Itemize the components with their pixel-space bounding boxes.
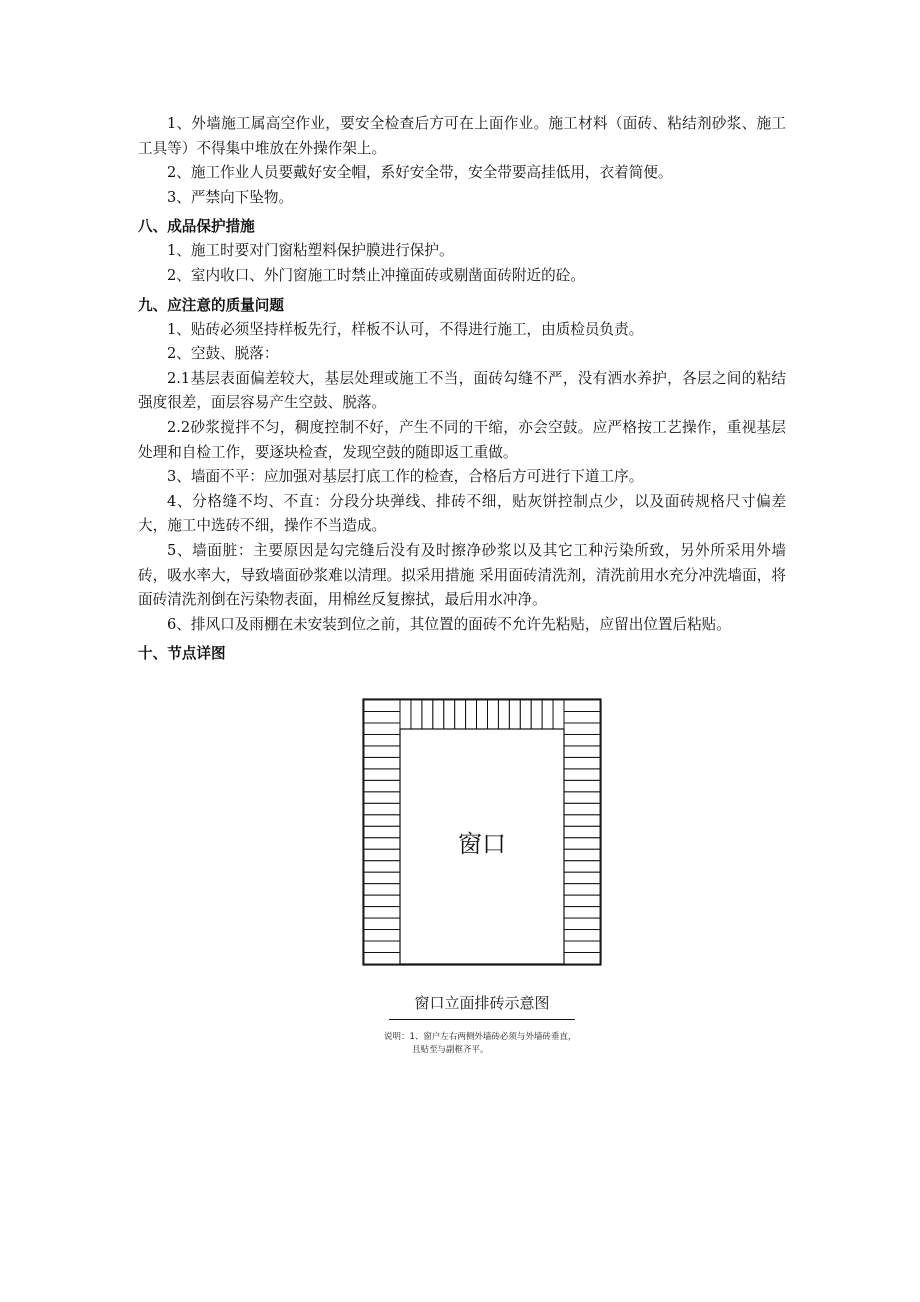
- right-tile: [564, 723, 600, 734]
- top-tile: [542, 700, 553, 729]
- left-tile: [364, 884, 400, 895]
- left-tile: [364, 757, 400, 768]
- section-10-heading: 十、节点详图: [138, 645, 226, 663]
- quality-item-2-2: 2.2砂浆搅拌不匀，稠度控制不好，产生不同的干缩，亦会空鼓。应严格按工艺操作，重视基层处理和自检工作，要逐块检查，发现空鼓的随即返工重做。: [138, 418, 786, 461]
- safety-item-3: 3、严禁向下坠物。: [167, 188, 294, 206]
- left-tile: [364, 849, 400, 860]
- right-tile: [564, 803, 600, 814]
- document-body: [138, 112, 786, 666]
- left-tile: [364, 953, 400, 964]
- left-tile: [364, 930, 400, 941]
- right-tile: [564, 792, 600, 803]
- left-tile: [364, 792, 400, 803]
- top-tile: [487, 700, 498, 729]
- left-tile: [364, 723, 400, 734]
- figure-note-line-1: 说明：1、窗户左右两侧外墙砖必须与外墙砖垂直，: [384, 1032, 577, 1042]
- safety-item-2: 2、施工作业人员要戴好安全帽，系好安全带，安全带要高挂低用，衣着简便。: [167, 164, 673, 182]
- figure-note-line-2: 且贴至与副框齐平。: [412, 1045, 489, 1055]
- protection-item-1: 1、施工时要对门窗粘塑料保护膜进行保护。: [167, 242, 454, 260]
- left-tile: [364, 734, 400, 745]
- left-tile: [364, 872, 400, 883]
- caption-underline: [389, 1019, 575, 1020]
- quality-item-2-1: 2.1基层表面偏差较大，基层处理或施工不当，面砖勾缝不严，没有洒水养护，各层之间的粘结强度很差，面层容易产生空鼓、脱落。: [138, 369, 786, 412]
- right-tile: [564, 907, 600, 918]
- top-tile: [477, 700, 488, 729]
- top-tile: [509, 700, 520, 729]
- protection-item-2: 2、室内收口、外门窗施工时禁止冲撞面砖或剔凿面砖附近的砼。: [167, 266, 585, 284]
- right-tile: [564, 780, 600, 791]
- right-tile: [564, 941, 600, 952]
- right-tile: [564, 734, 600, 745]
- right-tile: [564, 884, 600, 895]
- right-tile: [564, 757, 600, 768]
- section-9-heading: 九、应注意的质量问题: [138, 296, 284, 314]
- top-tile: [422, 700, 433, 729]
- right-tile: [564, 711, 600, 722]
- figure-note: [384, 1031, 614, 1057]
- quality-item-5: 5、墙面脏：主要原因是勾完缝后没有及时擦净砂浆以及其它工种污染所致，另外所采用外墙砖，吸水率大，导致墙面砂浆难以清理。拟采用措施 采用面砖清洗剂，清洗前用水充分冲洗墙面，将面砖清洗剂倒在污染物表面，用棉丝反复擦拭，最后用水冲净。: [138, 541, 786, 609]
- left-tile: [364, 700, 400, 711]
- window-tile-drawing: [362, 698, 602, 966]
- quality-item-1: 1、贴砖必须坚持样板先行，样板不认可，不得进行施工，由质检员负责。: [167, 320, 644, 338]
- top-tile: [411, 700, 422, 729]
- right-tile: [564, 769, 600, 780]
- top-tile: [455, 700, 466, 729]
- right-tile: [564, 953, 600, 964]
- top-tile: [531, 700, 542, 729]
- left-tile: [364, 941, 400, 952]
- quality-item-2: 2、空鼓、脱落：: [167, 345, 279, 363]
- quality-item-6: 6、排风口及雨棚在未安装到位之前，其位置的面砖不允许先粘贴，应留出位置后粘贴。: [167, 615, 731, 633]
- top-tile: [433, 700, 444, 729]
- left-tile: [364, 918, 400, 929]
- left-tile: [364, 711, 400, 722]
- left-tile: [364, 826, 400, 837]
- figure-caption: 窗口立面排砖示意图: [414, 994, 550, 1012]
- left-tile: [364, 746, 400, 757]
- right-tile: [564, 930, 600, 941]
- left-tile: [364, 803, 400, 814]
- right-tile: [564, 918, 600, 929]
- right-tile: [564, 815, 600, 826]
- quality-item-4: 4、分格缝不均、不直：分段分块弹线、排砖不细，贴灰饼控制点少，以及面砖规格尺寸偏差大，施工中选砖不细，操作不当造成。: [138, 492, 786, 535]
- section-8-heading: 八、成品保护措施: [138, 218, 255, 236]
- top-tile: [553, 700, 564, 729]
- top-tile: [520, 700, 531, 729]
- safety-item-1: 1、外墙施工属高空作业，要安全检查后方可在上面作业。施工材料（面砖、粘结剂砂浆、施工工具等）不得集中堆放在外操作架上。: [138, 115, 786, 157]
- top-tile: [400, 700, 411, 729]
- left-tile: [364, 861, 400, 872]
- left-tile: [364, 895, 400, 906]
- right-tile: [564, 826, 600, 837]
- left-tile: [364, 769, 400, 780]
- left-tile: [364, 815, 400, 826]
- window-label: 窗口: [458, 830, 506, 858]
- left-tile: [364, 838, 400, 849]
- quality-item-3: 3、墙面不平：应加强对基层打底工作的检查，合格后方可进行下道工序。: [167, 468, 644, 486]
- right-tile: [564, 746, 600, 757]
- right-tile: [564, 700, 600, 711]
- right-tile: [564, 895, 600, 906]
- top-tile: [444, 700, 455, 729]
- top-tile: [466, 700, 477, 729]
- right-tile: [564, 838, 600, 849]
- left-tile: [364, 907, 400, 918]
- right-tile: [564, 872, 600, 883]
- right-tile: [564, 849, 600, 860]
- window-tile-diagram: [362, 698, 602, 966]
- left-tile: [364, 780, 400, 791]
- right-tile: [564, 861, 600, 872]
- top-tile: [498, 700, 509, 729]
